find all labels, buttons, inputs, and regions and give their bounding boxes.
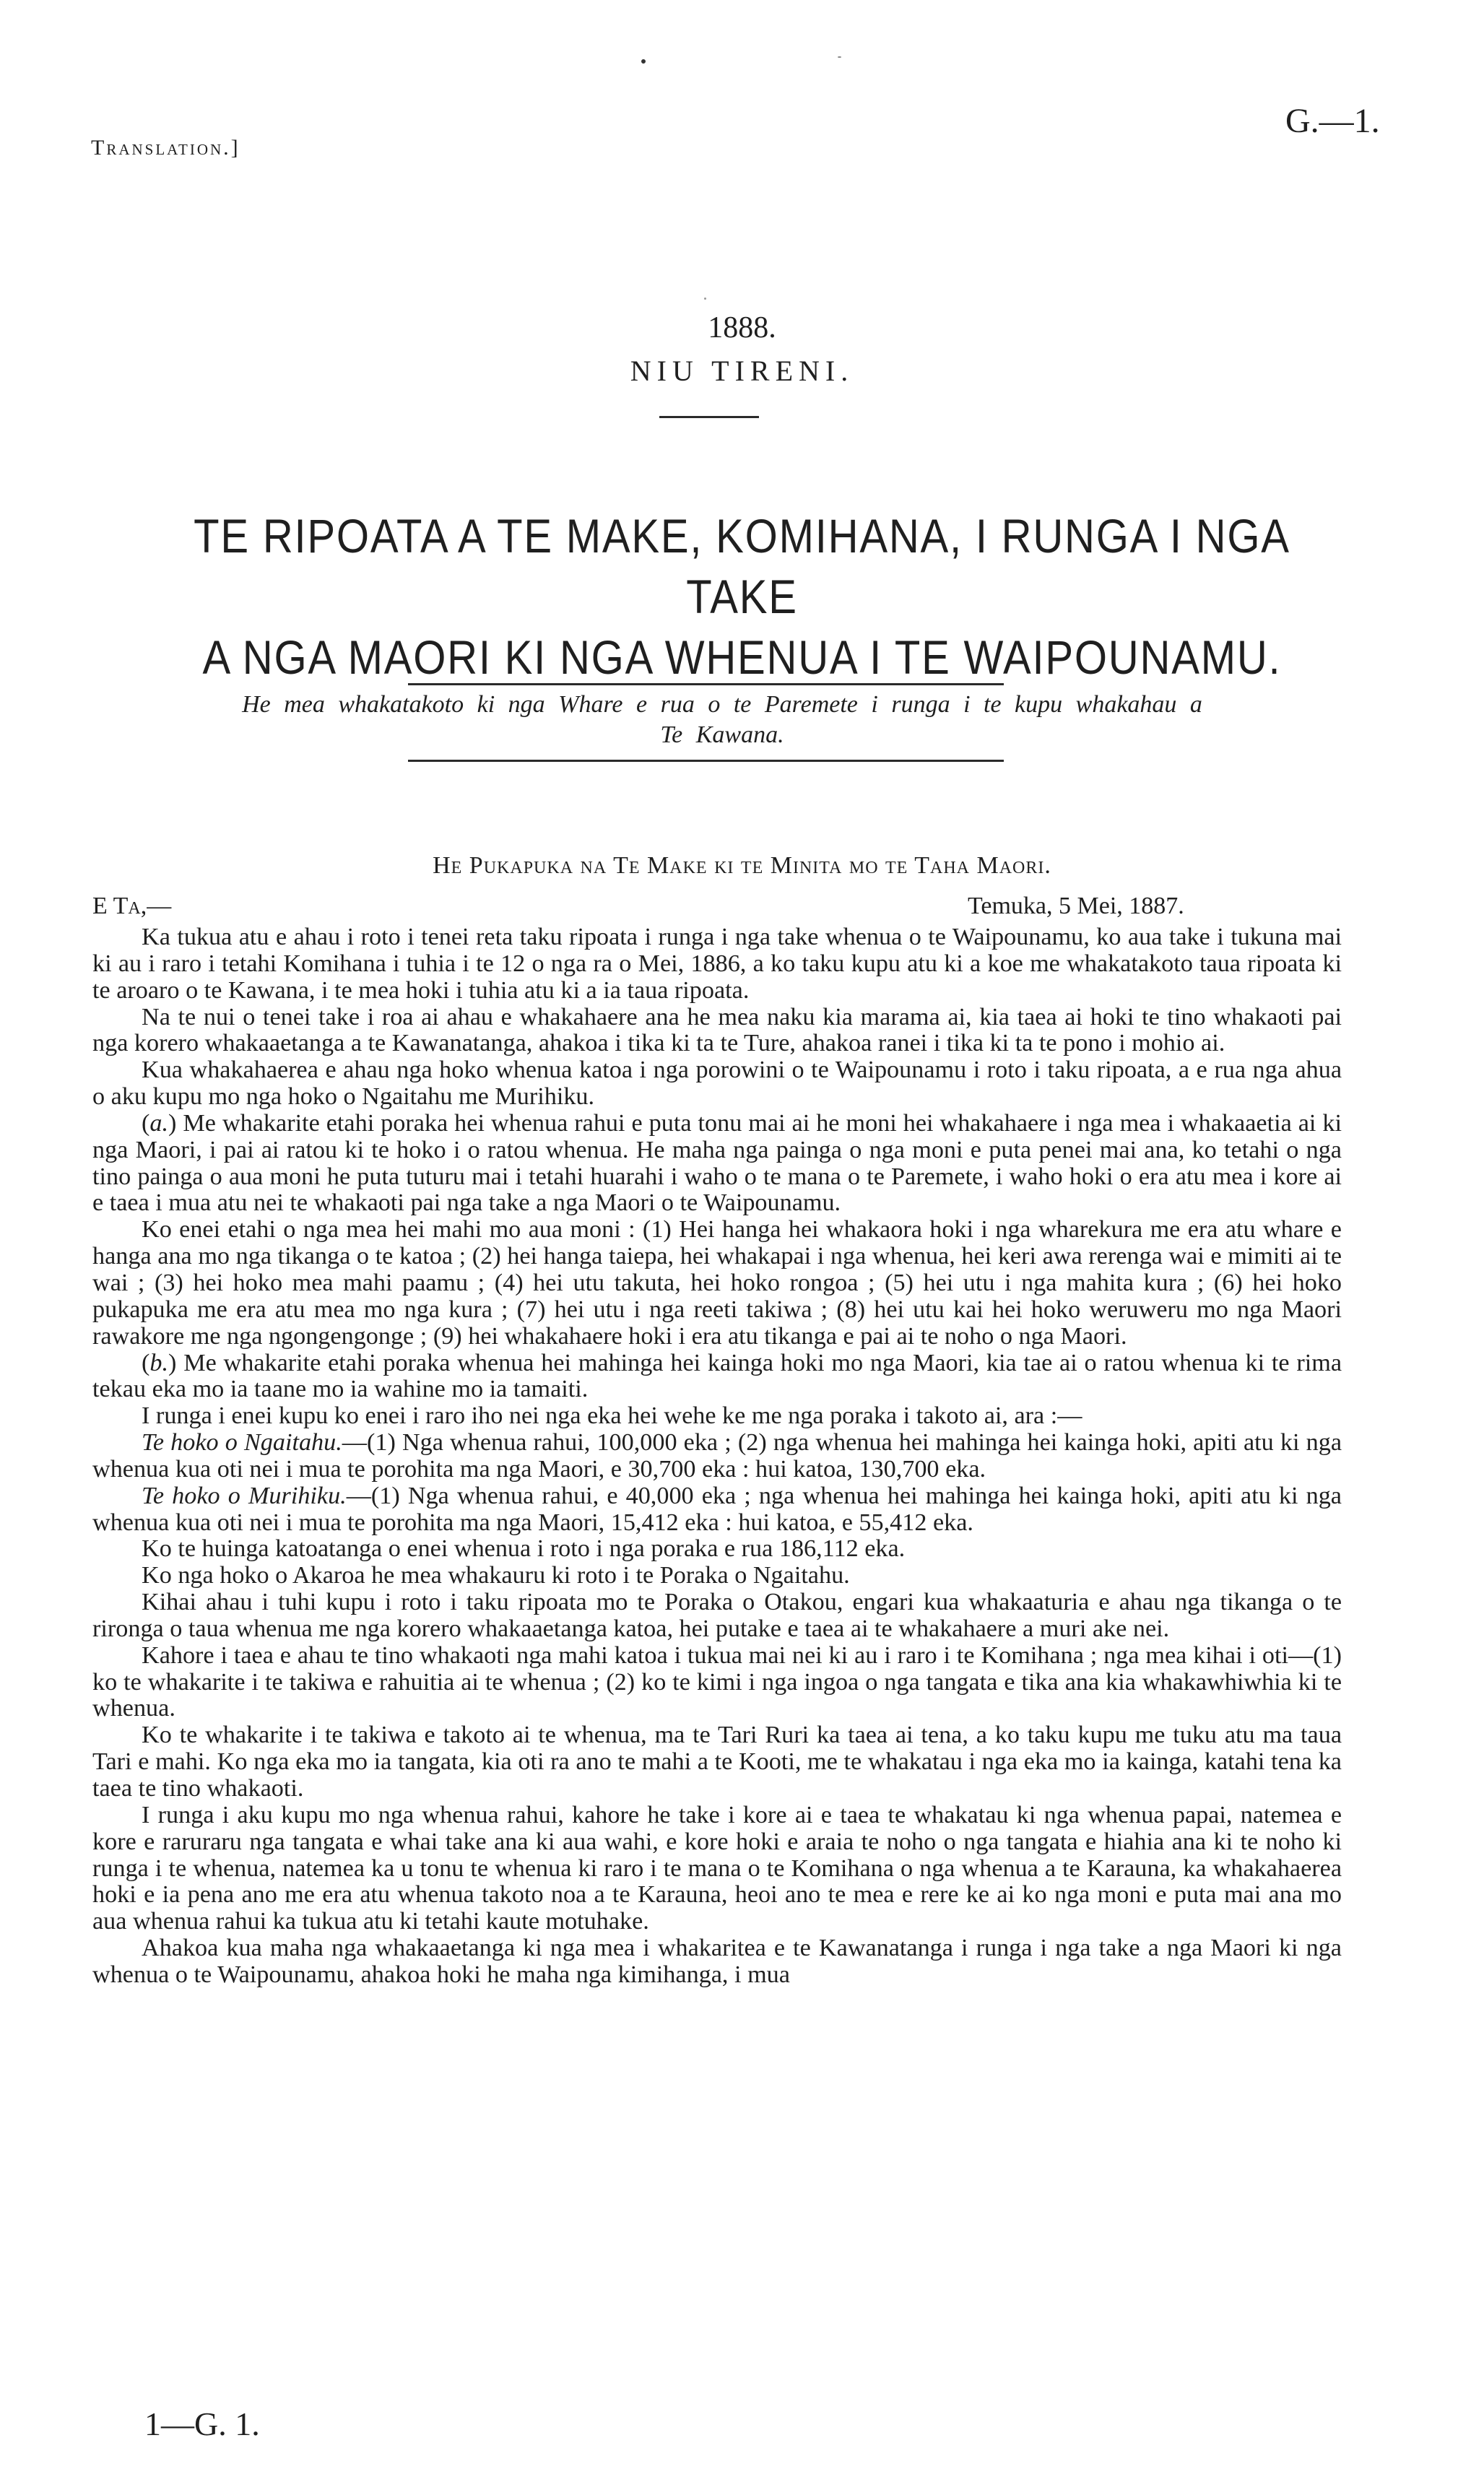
- paragraph: Te hoko o Ngaitahu.—(1) Nga whenua rahui, 100,000 eka ; (2) nga whenua hei mahinga hei kainga hoki, apiti atu ki nga whenua kua oti nei i mua te porohita ma nga Maori, e 30,700 eka : hui katoa, 130,700 eka.: [92, 1429, 1342, 1483]
- paragraph: Ko te huinga katoatanga o enei whenua i roto i nga poraka e rua 186,112 eka.: [142, 1535, 906, 1563]
- subtitle-line-2: Te Kawana.: [660, 721, 784, 748]
- subtitle-rule-bottom: [408, 760, 1004, 762]
- masthead-rule: [659, 416, 759, 418]
- paragraph: Ko enei etahi o nga mea hei mahi mo aua moni : (1) Hei hanga hei whakaora hoki i nga wharekura me era atu whare e hanga ana mo nga tikanga o te katoa ; (2) hei hanga taiepa, hei whakapai i nga whenua, hei keri awa rerenga wai e mimiti ai te wai ; (3) hei hoko mea mahi paamu ; (4) hei utu takuta, hei hoko rongoa ; (5) hei utu i nga mahita kura ; (6) hei hoko pukapuka me era atu mea mo nga kura ; (7) hei utu i nga reeti takiwa ; (8) hei utu kai hei hoko weruweru mo nga Maori rawakore me nga ngongengonge ; (9) hei whakahaere hoki i era atu tikanga e pai ai te noho o nga Maori.: [92, 1216, 1342, 1350]
- report-title-line-2: A NGA MAORI KI NGA WHENUA I TE WAIPOUNAMU.: [202, 630, 1282, 684]
- paragraph: I runga i aku kupu mo nga whenua rahui, kahore he take i kore ai e taea te whakatau ki nga whenua papai, natemea e kore e raruraru nga tangata e whai take ana ki aua wahi, e kore hoki e araia te noho o nga tangata e hiahia ana ki te noho ki runga i te whenua, natemea ka u tonu te whenua ki raro i te mana o te Komihana o nga whenua a te Karauna, ka whakahaerea hoki e ia pena ano me era atu whenua takoto noa a te Karauna, heoi ano te mea e rere ke ai ko nga moni e puta mai ana mo aua whenua rahui ka tukua atu ki tetahi kaute motuhake.: [92, 1801, 1342, 1935]
- sheet-reference: 1—G. 1.: [144, 2405, 260, 2442]
- paragraph: Kihai ahau i tuhi kupu i roto i taku ripoata mo te Poraka o Otakou, engari kua whakaaturia e ahau nga tikanga o te rironga o taua whenua me nga korero whakaaetanga katoa, hei putake e taea ai te whakahaere a muri ake nei.: [92, 1589, 1342, 1642]
- paragraph: Na te nui o tenei take i roa ai ahau e whakahaere ana he mea naku kia marama ai, kia taea ai hoki te tino whakaoti pai nga korero whakaaetanga a te Kawanatanga, ahakoa i tika ki ta te Ture, ahakoa ranei i tika ki ta te pono i mohio ai.: [92, 1003, 1342, 1057]
- paragraph: Ka tukua atu e ahau i roto i tenei reta taku ripoata i runga i nga take whenua o te Waipounamu, ko aua take i tukuna mai ki au i raro i tetahi Komihana i tuhia i te 12 o nga ra o Mei, 1886, a ko taku kupu atu ki a koe me whakatakoto taua ripoata ki te aroaro o te Kawana, i te mea hoki i tuhia atu ki a ia taua ripoata.: [92, 924, 1342, 1004]
- print-speck: [641, 59, 646, 64]
- letter-place-date: Temuka, 5 Mei, 1887.: [968, 893, 1184, 919]
- letter-heading: He Pukapuka na Te Make ki te Minita mo te Taha Maori.: [433, 852, 1051, 879]
- paragraph: Ahakoa kua maha nga whakaaetanga ki nga mea i whakaritea e te Kawanatanga i runga i nga take a nga Maori ki nga whenua o te Waipounamu, ahakoa hoki he maha nga kimihanga, i mua: [92, 1935, 1342, 1988]
- print-speck: [838, 56, 841, 58]
- paragraph: Te hoko o Murihiku.—(1) Nga whenua rahui, e 40,000 eka ; nga whenua hei mahinga hei kainga hoki, apiti atu ki nga whenua kua oti nei i mua te porohita ma nga Maori, 15,412 eka : hui katoa, e 55,412 eka.: [92, 1482, 1342, 1536]
- masthead-country: NIU TIRENI.: [630, 355, 854, 387]
- letter-salutation: E Ta,—: [92, 893, 172, 919]
- paragraph: Kua whakahaerea e ahau nga hoko whenua katoa i nga porowini o te Waipounamu i roto i taku ripoata, a e rua nga ahua o aku kupu mo nga hoko o Ngaitahu me Murihiku.: [92, 1056, 1342, 1111]
- report-title: [165, 505, 1319, 687]
- subtitle: [130, 690, 1314, 750]
- letter-body: [92, 924, 1342, 1989]
- paragraph: Kahore i taea e ahau te tino whakaoti nga mahi katoa i tukua mai nei ki au i raro i te Komihana ; nga mea kihai i oti—(1) ko te whakarite i te takiwa e rahuitia ai te whenua ; (2) ko te kimi i nga ingoa o nga tangata e tika ana kia whakawhiwhia ki te whenua.: [92, 1641, 1342, 1722]
- paragraph: Ko nga hoko o Akaroa he mea whakauru ki roto i te Poraka o Ngaitahu.: [142, 1562, 850, 1589]
- paragraph: I runga i enei kupu ko enei i raro iho nei nga eka hei wehe ke me nga poraka i takoto ai, ara :—: [142, 1402, 1082, 1430]
- subtitle-rule-top: [408, 683, 1004, 685]
- translation-mark: Translation.]: [91, 136, 240, 160]
- print-speck: [704, 298, 706, 300]
- report-title-line-1: TE RIPOATA A TE MAKE, KOMIHANA, I RUNGA I NGA TAKE: [194, 509, 1290, 623]
- paragraph: (b.) Me whakarite etahi poraka whenua hei mahinga hei kainga hoki mo nga Maori, kia tae ai o ratou whenua ki te rima tekau eka mo ia taane mo ia wahine mo ia tamaiti.: [92, 1349, 1342, 1403]
- masthead-year: 1888.: [708, 311, 776, 344]
- paper-reference: G.—1.: [1285, 102, 1380, 140]
- paragraph: Ko te whakarite i te takiwa e takoto ai te whenua, ma te Tari Ruri ka taea ai tena, a ko taku kupu me tuku atu ma taua Tari e mahi. Ko nga eka mo ia tangata, kia oti ra ano te mahi a te Kooti, me te whakatau i nga eka mo ia kainga, katahi tena ka taea te tino whakaoti.: [92, 1722, 1342, 1802]
- paragraph: (a.) Me whakarite etahi poraka hei whenua rahui e puta tonu mai ai he moni hei whakahaere i nga mea i whakaaetia ai ki nga Maori, i pai ai ratou ki te hoko i o ratou whenua. He maha nga painga o nga moni e puta penei mai ana, ko tetahi o nga tino painga o aua moni he puta tuturu mai i tetahi huarahi i waho o te mana o te Paremete, i waho hoki o era atu mea i kore ai e taea i mua atu nei te whakaoti pai nga take a nga Maori o te Waipounamu.: [92, 1109, 1342, 1217]
- subtitle-line-1: He mea whakatakoto ki nga Whare e rua o te Paremete i runga i te kupu whakahau a: [242, 691, 1202, 718]
